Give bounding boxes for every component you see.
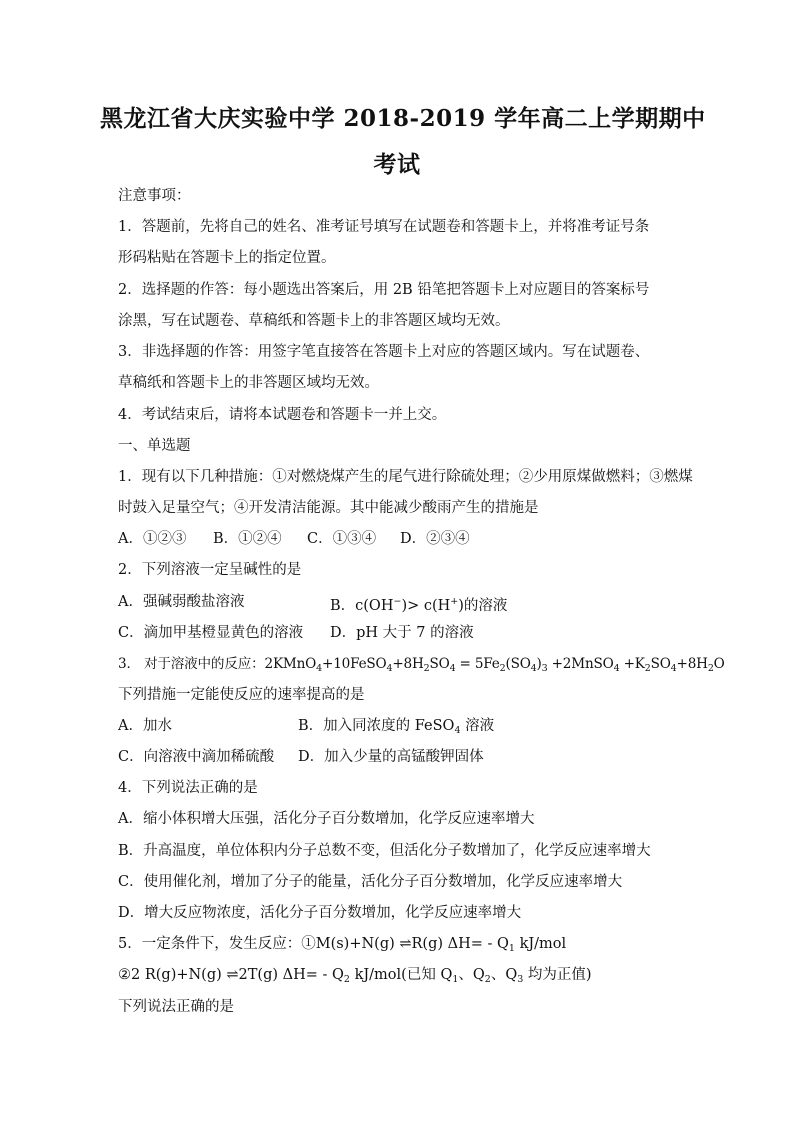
q3-sub: 4 [386,663,393,674]
q3-text: +10FeSO [322,656,387,672]
q1-option-a: A．①②③ [118,531,187,547]
q5-text: 、Q [458,967,485,983]
q3-sub: 4 [316,663,322,674]
q3-text: SO [429,656,450,672]
q5-text: ②2 R(g)+N(g) ⇌2T(g) ΔH= - Q [118,967,344,983]
q3-option-c: C．向溶液中滴加稀硫酸 [118,749,275,765]
q2-option-b [330,592,507,616]
q5-stem-line-3: 下列说法正确的是 [118,999,234,1015]
q5-sub: 1 [452,974,459,985]
q1-option-d: D．②③④ [400,531,470,547]
q2-option-c: C．滴加甲基橙显黄色的溶液 [118,625,304,641]
q4-option-b: B．升高温度，单位体积内分子总数不变，但活化分子数增加了，化学反应速率增大 [118,843,651,859]
q2-b-sup-2: + [450,596,459,607]
q3-text: +2MnSO [547,656,614,672]
q4-option-c: C．使用催化剂，增加了分子的能量，活化分子百分数增加，化学反应速率增大 [118,874,623,890]
q3-sub: 4 [530,663,537,674]
q3-text: +8H [392,656,424,672]
q5-sub: 2 [343,974,350,985]
q3-text: +K [619,656,645,672]
q1-stem-line-1: 1．现有以下几种措施：①对燃烧煤产生的尾气进行除硫处理；②少用原煤做燃料；③燃煤 [118,469,693,485]
q5-stem-line-2 [118,965,592,990]
q3-b-sub: 4 [454,725,461,736]
q3-option-d: D．加入少量的高锰酸钾固体 [298,749,484,765]
q5-text: kJ/mol [514,936,567,952]
q3-b-text: B．加入同浓度的 FeSO [298,718,455,734]
q3-sub: 4 [613,663,620,674]
q2-b-sup-1: − [393,596,402,607]
notice-item-2b: 涂黑，写在试题卷、草稿纸和答题卡上的非答题区域均无效。 [118,313,510,329]
q2-stem: 2．下列溶液一定呈碱性的是 [118,562,302,578]
q3-text: 3． 对于溶液中的反应：2KMnO [118,656,317,672]
exam-title-line-2: 考试 [373,151,421,178]
q3-b-text: 溶液 [460,718,495,734]
q3-sub: 4 [449,663,456,674]
q5-sub: 2 [484,974,491,985]
section-heading: 一、单选题 [118,438,191,454]
q3-text: ) [536,656,542,672]
exam-title-line-1: 黑龙江省大庆实验中学 2018-2019 学年高二上学期期中 [100,105,706,132]
q4-option-d: D．增大反应物浓度，活化分子百分数增加，化学反应速率增大 [118,905,522,921]
q2-option-d: D．pH 大于 7 的溶液 [330,625,474,641]
q4-option-a: A．缩小体积增大压强，活化分子百分数增加，化学反应速率增大 [118,811,535,827]
q3-stem-line-1 [118,654,725,679]
q3-text: = 5Fe [455,656,500,672]
q2-b-part-1: B．c(OH [330,598,394,614]
q3-stem-line-2: 下列措施一定能使反应的速率提高的是 [118,687,365,703]
notice-item-1b: 形码粘贴在答题卡上的指定位置。 [118,250,336,266]
q2-b-part-2: )> c(H [401,598,451,614]
notice-item-3a: 3．非选择题的作答：用签字笔直接答在答题卡上对应的答题区域内。写在试题卷、 [118,344,650,360]
q2-b-part-3: )的溶液 [458,598,508,614]
q5-stem-line-1 [118,934,566,959]
q1-option-c: C．①③④ [307,531,377,547]
notice-heading: 注意事项： [118,188,191,204]
q5-text: kJ/mol(已知 Q [349,967,453,983]
q3-sub: 3 [541,663,548,674]
q5-sub: 3 [517,974,524,985]
q3-sub: 2 [707,663,714,674]
q3-text: (SO [505,656,531,672]
q5-text: 5．一定条件下，发生反应：①M(s)+N(g) ⇌R(g) ΔH= - Q [118,936,509,952]
q3-sub: 2 [423,663,430,674]
q5-text: 均为正值) [523,967,592,983]
q2-option-a: A．强碱弱酸盐溶液 [118,594,245,610]
q1-stem-line-2: 时鼓入足量空气；④开发清洁能源。其中能减少酸雨产生的措施是 [118,500,539,516]
q5-text: 、Q [490,967,518,983]
notice-item-1a: 1．答题前，先将自己的姓名、准考证号填写在试题卷和答题卡上，并将准考证号条 [118,219,650,235]
notice-item-4: 4．考试结束后，请将本试题卷和答题卡一并上交。 [118,407,447,423]
q1-option-b: B．①②④ [213,531,282,547]
notice-item-3b: 草稿纸和答题卡上的非答题区域均无效。 [118,375,379,391]
q3-text: +8H [676,656,708,672]
q3-option-a: A．加水 [118,718,172,734]
q3-sub: 2 [644,663,651,674]
q3-sub: 4 [670,663,677,674]
q5-sub: 1 [508,943,515,954]
q4-stem: 4．下列说法正确的是 [118,780,258,796]
notice-item-2a: 2．选择题的作答：每小题选出答案后，用 2B 铅笔把答题卡上对应题目的答案标号 [118,282,650,298]
q3-option-b [298,716,494,741]
q3-text: SO [650,656,671,672]
q3-sub: 2 [499,663,506,674]
q3-text: O [713,656,725,672]
